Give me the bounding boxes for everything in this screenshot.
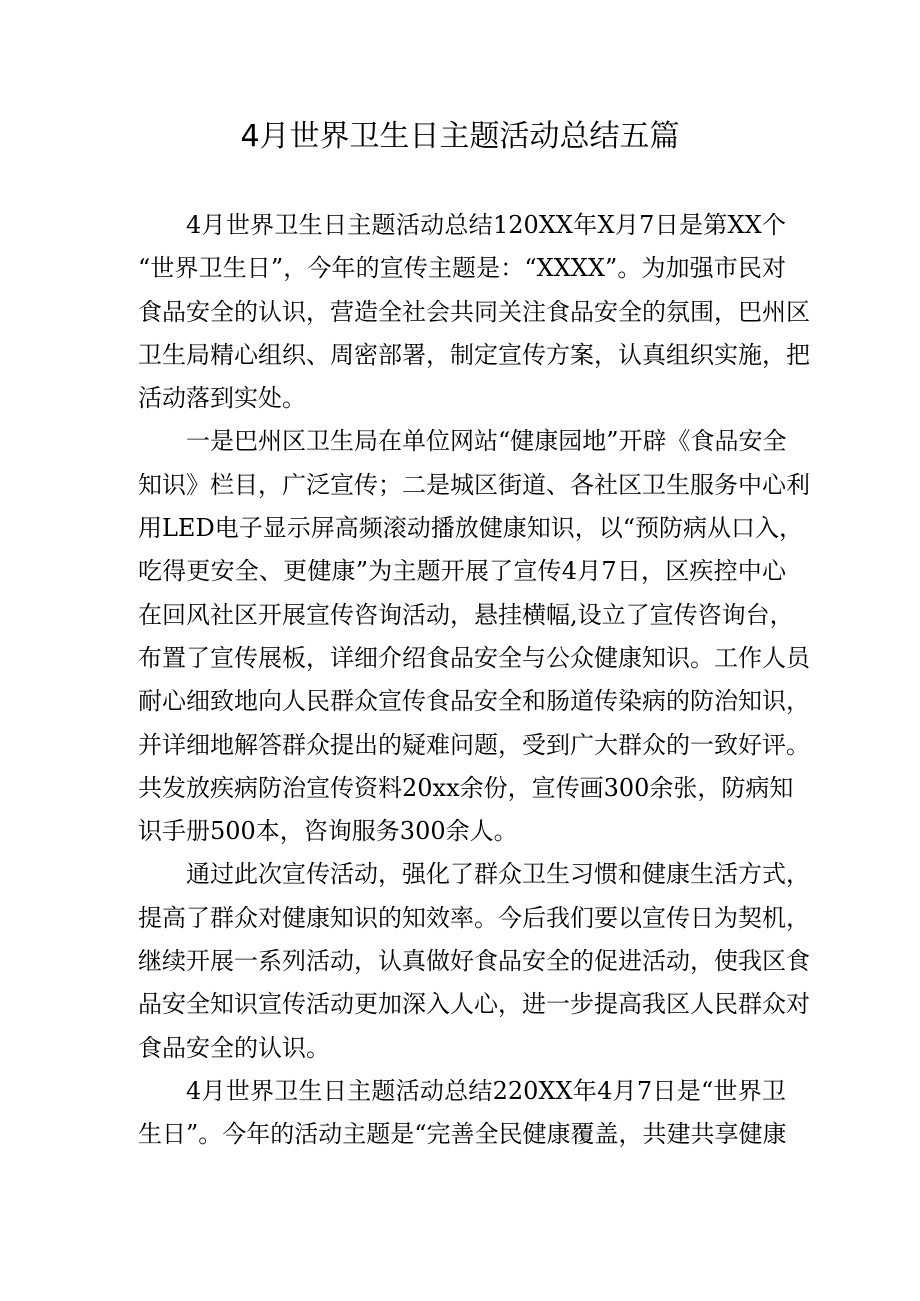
paragraph-line: 4月世界卫生日主题活动总结120XX年X月7日是第XX个 [186, 211, 786, 239]
paragraph [138, 1070, 786, 1157]
paragraph-line: 布置了宣传展板，详细介绍食品安全与公众健康知识。工作人员 [138, 643, 810, 672]
paragraph-line: 吃得更安全、更健康”为主题开展了宣传4月7日，区疾控中心 [138, 557, 786, 586]
paragraph-line: 用LED电子显示屏高频滚动播放健康知识，以“预防病从口入， [138, 514, 803, 543]
paragraph-line: 继续开展一系列活动，认真做好食品安全的促进活动，使我区食 [138, 947, 810, 976]
paragraph-line: 一是巴州区卫生局在单位网站“健康园地”开辟《食品安全 [186, 427, 787, 456]
paragraph-line: 提高了群众对健康知识的知效率。今后我们要以宣传日为契机， [138, 903, 810, 932]
paragraph-line: 耐心细致地向人民群众宣传食品安全和肠道传染病的防治知识， [138, 687, 810, 716]
paragraph-line: 活动落到实处。 [138, 384, 306, 413]
paragraph-line: 并详细地解答群众提出的疑难问题，受到广大群众的一致好评。 [138, 730, 810, 759]
paragraph-line: “世界卫生日”，今年的宣传主题是：“XXXX”。为加强市民对 [138, 254, 786, 283]
paragraph [138, 204, 810, 420]
paragraph [138, 853, 810, 1069]
document-title: 4月世界卫生日主题活动总结五篇 [240, 119, 680, 154]
paragraph-line: 食品安全的认识，营造全社会共同关注食品安全的氛围，巴州区 [138, 297, 810, 326]
paragraph-line: 知识》栏目，广泛宣传；二是城区街道、各社区卫生服务中心利 [138, 470, 810, 499]
paragraph-line: 品安全知识宣传活动更加深入人心，进一步提高我区人民群众对 [138, 990, 810, 1019]
document-body [138, 204, 810, 1157]
paragraph-line: 通过此次宣传活动，强化了群众卫生习惯和健康生活方式， [186, 860, 810, 889]
paragraph [138, 420, 810, 853]
paragraph-line: 生日”。今年的活动主题是“完善全民健康覆盖，共建共享健康 [138, 1120, 787, 1149]
paragraph-line: 食品安全的认识。 [138, 1033, 330, 1062]
paragraph-line: 4月世界卫生日主题活动总结220XX年4月7日是“世界卫 [186, 1076, 786, 1105]
paragraph-line: 识手册500本，咨询服务300余人。 [138, 817, 518, 846]
paragraph-line: 共发放疾病防治宣传资料20xx余份，宣传画300余张，防病知 [138, 773, 794, 802]
paragraph-line: 在回风社区开展宣传咨询活动，悬挂横幅,设立了宣传咨询台， [138, 600, 794, 629]
paragraph-line: 卫生局精心组织、周密部署，制定宣传方案，认真组织实施，把 [138, 340, 810, 369]
